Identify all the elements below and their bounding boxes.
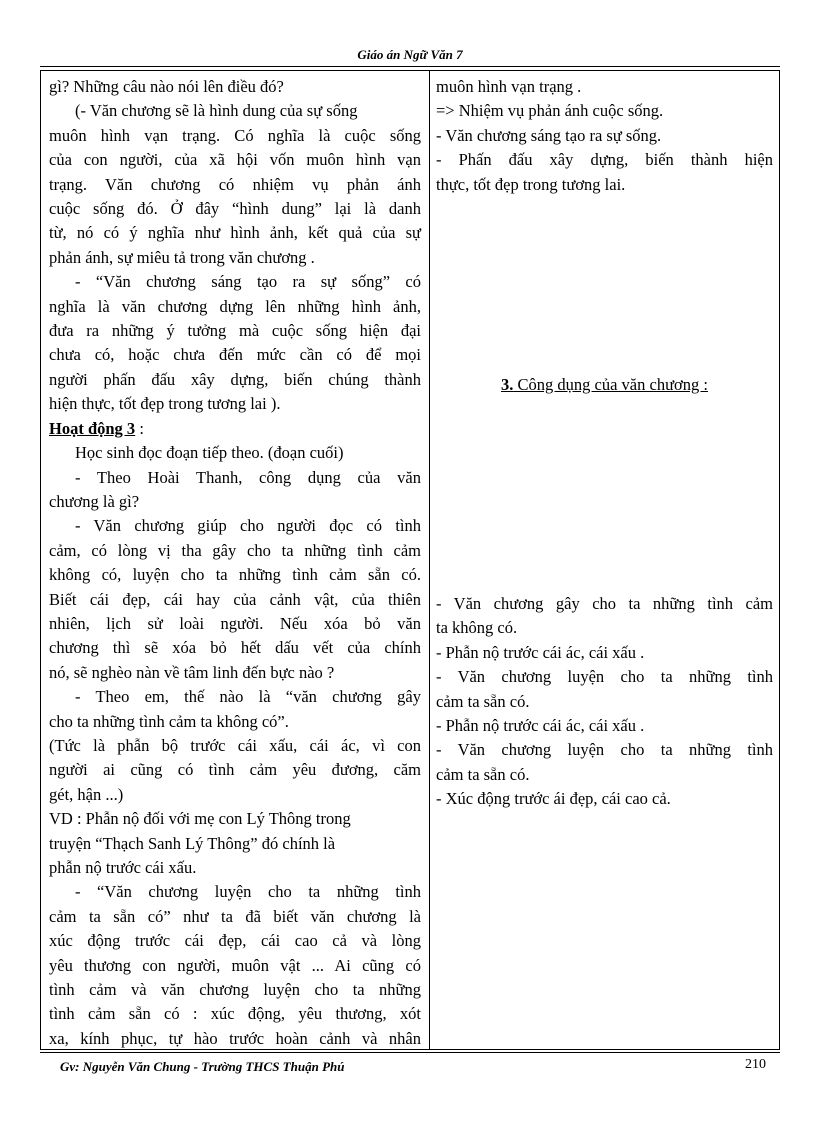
text-line: hiện thực, tốt đẹp trong tương lai ).: [49, 394, 281, 414]
text-line: nghĩa là văn chương dựng lên những hình ảnh,: [49, 296, 421, 316]
text-line: - Theo Hoài Thanh, công dụng của văn: [75, 467, 421, 487]
text-line: => Nhiệm vụ phản ánh cuộc sống.: [436, 101, 664, 121]
text-line: đưa ra những ý tưởng mà cuộc sống hiện đại: [49, 321, 421, 341]
text-line: nó, sẽ nghèo nàn về tâm linh đến bực nào ?: [49, 662, 335, 682]
text-line: yêu thương con người, muôn vật ... Ai cũng có: [49, 955, 421, 975]
text-line: - Văn chương sáng tạo ra sự sống.: [436, 125, 662, 145]
text-line: không có, luyện cho ta những tình cảm sẵn có.: [49, 565, 421, 585]
text-line: cảm ta sẵn có” như ta đã biết văn chương là: [49, 906, 421, 926]
text-line: Biết cái đẹp, cái hay của cảnh vật, của thiên: [49, 589, 421, 609]
activity-title: Hoạt động 3: [49, 418, 136, 438]
text-line: - “Văn chương luyện cho ta những tình: [75, 882, 421, 902]
text-line: - Xúc động trước ái đẹp, cái cao cả.: [436, 789, 671, 809]
text-line: chương thì sẽ xóa bỏ hết dấu vết của chính: [49, 638, 421, 658]
text-line: gì? Những câu nào nói lên điều đó?: [49, 77, 284, 96]
text-line: cảm ta sẵn có.: [436, 691, 530, 711]
text-line: cảm, có lòng vị tha gây cho ta những tình cảm: [49, 540, 421, 560]
text-line: chưa có, hoặc chưa đến mức cần có để mọi: [49, 345, 421, 365]
right-column: [436, 75, 773, 809]
text-line: gét, hận ...): [49, 784, 124, 804]
text-line: (Tức là phẫn bộ trước cái xấu, cái ác, vì con: [49, 735, 421, 755]
text-line: trạng. Văn chương có nhiệm vụ phản ánh: [49, 174, 421, 194]
text-line: - Theo em, thế nào là “văn chương gây: [75, 687, 421, 707]
text-line: muôn hình vạn trạng. Có nghĩa là cuộc sống: [49, 125, 421, 145]
left-column: [49, 75, 421, 1051]
text-line: cảm ta sẵn có.: [436, 764, 530, 784]
text-line: xúc động trước cái đẹp, cái cao cả và lòng: [49, 931, 421, 951]
right-bottom-block: [436, 592, 773, 812]
text-line: - Văn chương luyện cho ta những tình: [436, 740, 773, 760]
page-number: 210: [745, 1057, 766, 1072]
activity-suffix: :: [135, 418, 144, 438]
text-line: - Văn chương giúp cho người đọc có tình: [75, 516, 421, 536]
text-line: truyện “Thạch Sanh Lý Thông” đó chính là: [49, 833, 336, 853]
footer-author: Gv: Nguyễn Văn Chung - Trường THCS Thuận Phú: [60, 1059, 345, 1074]
section-heading: [436, 373, 773, 397]
section-title: Công dụng của văn chương :: [513, 375, 708, 394]
text-line: - Văn chương luyện cho ta những tình: [436, 667, 773, 687]
text-line: cuộc sống đó. Ở đây “hình dung” lại là danh: [49, 199, 421, 219]
text-line: thực, tốt đẹp trong tương lai.: [436, 174, 626, 194]
text-line: - Phấn đấu xây dựng, biến thành hiện: [436, 150, 773, 170]
text-line: - Văn chương gây cho ta những tình cảm: [436, 594, 773, 613]
text-line: xa, kính phục, tự hào trước hoàn cảnh và nhân: [49, 1028, 421, 1048]
text-line: - Phẫn nộ trước cái ác, cái xấu .: [436, 642, 645, 662]
text-line: tình cảm sẵn có : xúc động, yêu thương, xót: [49, 1004, 421, 1024]
text-line: phẫn nộ trước cái xấu.: [49, 858, 197, 877]
text-line: chương là gì?: [49, 491, 140, 511]
text-line: nhiên, lịch sử loài người. Nếu xóa bỏ văn: [49, 613, 421, 633]
text-line: tình cảm và văn chương luyện cho ta những: [49, 980, 421, 1000]
text-line: người phấn đấu xây dựng, biến chúng thành: [49, 369, 421, 389]
page-footer: [40, 1052, 780, 1077]
section-number: 3.: [501, 375, 514, 394]
text-line: người ai cũng có tình cảm yêu đương, căm: [49, 760, 421, 780]
text-line: ta không có.: [436, 618, 518, 638]
text-line: phản ánh, sự miêu tả trong văn chương .: [49, 247, 315, 267]
text-line: - “Văn chương sáng tạo ra sự sống” có: [75, 272, 421, 292]
lesson-table: [40, 70, 780, 1050]
text-line: từ, nó có ý nghĩa như hình ảnh, kết quả của sự: [49, 223, 421, 243]
header-title: Giáo án Ngữ Văn 7: [357, 47, 463, 62]
text-line: - Phẫn nộ trước cái ác, cái xấu .: [436, 716, 645, 736]
text-line: Học sinh đọc đoạn tiếp theo. (đoạn cuối): [75, 443, 344, 463]
text-line: của con người, của xã hội vốn muôn hình vạn: [49, 150, 421, 170]
column-divider: [429, 71, 430, 1049]
text-line: VD : Phẫn nộ đối với mẹ con Lý Thông trong: [49, 809, 351, 829]
activity-heading: [49, 417, 421, 441]
text-line: cho ta những tình cảm ta không có”.: [49, 711, 289, 731]
text-line: (- Văn chương sẽ là hình dung của sự sống: [75, 101, 358, 121]
page-header: [40, 46, 780, 67]
text-line: muôn hình vạn trạng .: [436, 77, 582, 96]
